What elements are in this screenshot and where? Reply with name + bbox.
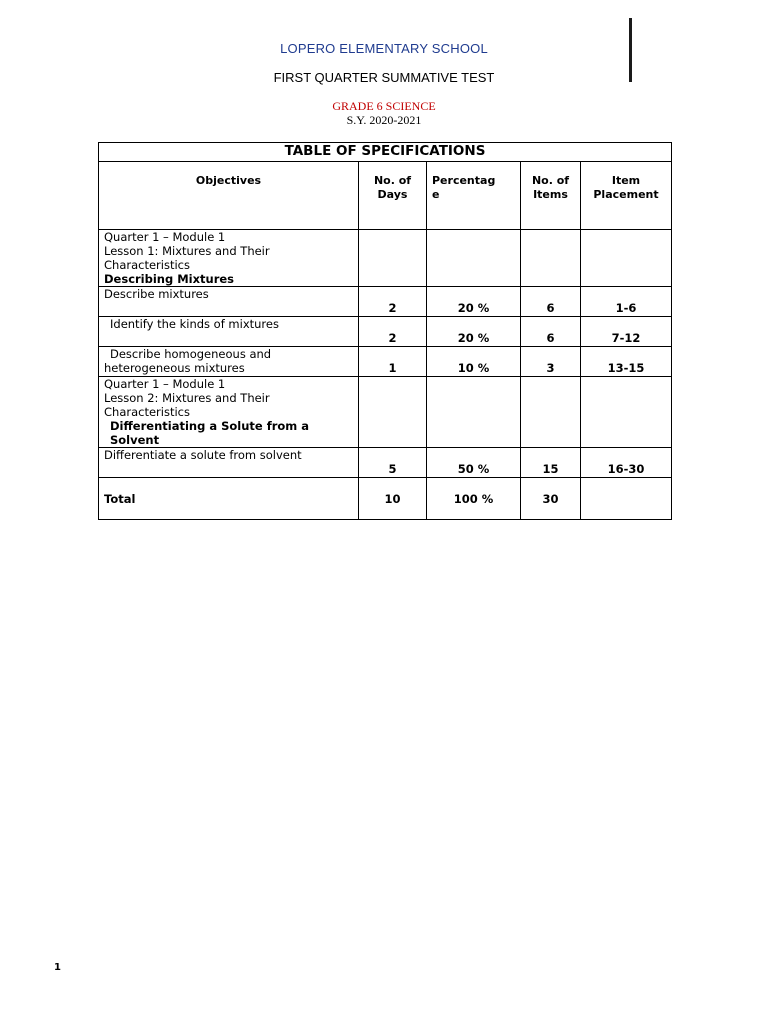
total-days: 10 (359, 478, 427, 520)
placement-cell: 1-6 (581, 287, 672, 317)
col-percentage: Percentag e (427, 162, 521, 230)
placement-cell: 16-30 (581, 448, 672, 478)
grade-subject: GRADE 6 SCIENCE (332, 99, 436, 113)
school-year: S.Y. 2020-2021 (346, 113, 422, 127)
lesson-2-cell: Quarter 1 – Module 1 Lesson 2: Mixtures and Their Characteristics Differentiating a Solute from a Solvent (99, 377, 359, 448)
table-row (99, 448, 672, 478)
items-cell: 3 (521, 347, 581, 377)
lesson-2-topic: Differentiating a Solute from a (110, 419, 310, 433)
objective-cell: Describe homogeneous and heterogeneous mixtures (99, 347, 359, 377)
table-row (99, 347, 672, 377)
days-cell: 1 (359, 347, 427, 377)
test-title: FIRST QUARTER SUMMATIVE TEST (273, 70, 495, 85)
placement-cell: 13-15 (581, 347, 672, 377)
lesson-row (99, 230, 672, 287)
table-title: TABLE OF SPECIFICATIONS (99, 143, 672, 162)
days-cell: 5 (359, 448, 427, 478)
items-cell: 6 (521, 287, 581, 317)
specifications-table (98, 142, 672, 520)
total-items: 30 (521, 478, 581, 520)
col-objectives: Objectives (99, 162, 359, 230)
percentage-cell: 50 % (427, 448, 521, 478)
total-label: Total (99, 478, 359, 520)
school-name: LOPERO ELEMENTARY SCHOOL (280, 41, 488, 56)
lesson-1-cell: Quarter 1 – Module 1 Lesson 1: Mixtures and Their Characteristics Describing Mixtures (99, 230, 359, 287)
lesson-1-topic: Describing Mixtures (104, 272, 235, 286)
percentage-cell: 10 % (427, 347, 521, 377)
items-cell: 15 (521, 448, 581, 478)
col-placement: Item Placement (581, 162, 672, 230)
total-row (99, 478, 672, 520)
table-row (99, 287, 672, 317)
placement-cell: 7-12 (581, 317, 672, 347)
column-header-row (99, 162, 672, 230)
objective-cell: Differentiate a solute from solvent (99, 448, 359, 478)
table-row (99, 317, 672, 347)
page-number: 1 (54, 962, 61, 973)
percentage-cell: 20 % (427, 287, 521, 317)
objective-cell: Identify the kinds of mixtures (99, 317, 359, 347)
percentage-cell: 20 % (427, 317, 521, 347)
col-items: No. of Items (521, 162, 581, 230)
total-placement (581, 478, 672, 520)
total-percentage: 100 % (427, 478, 521, 520)
days-cell: 2 (359, 317, 427, 347)
objective-cell: Describe mixtures (99, 287, 359, 317)
lesson-row (99, 377, 672, 448)
items-cell: 6 (521, 317, 581, 347)
col-days: No. of Days (359, 162, 427, 230)
days-cell: 2 (359, 287, 427, 317)
